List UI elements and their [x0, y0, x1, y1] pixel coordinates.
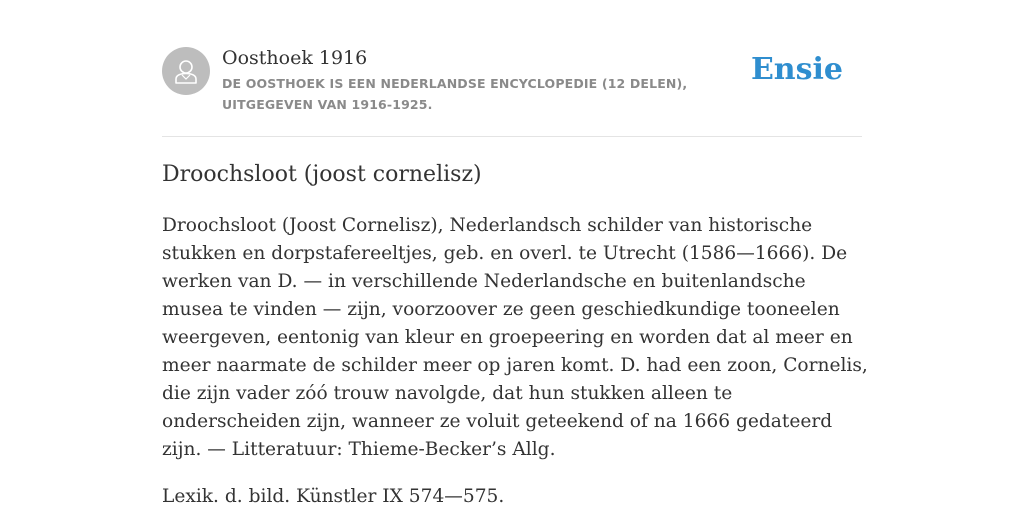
- article-body: [162, 212, 868, 511]
- avatar[interactable]: [162, 47, 210, 95]
- user-icon: [171, 56, 201, 86]
- article-paragraph: Lexik. d. bild. Künstler IX 574—575.: [162, 486, 505, 507]
- article-paragraph: Droochsloot (Joost Cornelisz), Nederlandsch schilder van historische stukken en dorpstafereeltjes, geb. en overl. te Utrecht (1586—1666). De werken van D. — in verschillende Nederlandsche en buitenlandsche musea te vinden — zijn, voorzoover ze geen geschiedkundige tooneelen weergeven, eentonig van kleur en groepeering en worden dat al meer en meer naarmate de schilder meer op jaren komt. D. had een zoon, Cornelis, die zijn vader zóó trouw navolgde, dat hun stukken alleen te onderscheiden zijn, wanneer ze voluit geteekend of na 1666 gedateerd zijn. — Litteratuur: Thieme-Becker’s Allg.: [162, 215, 868, 460]
- source-description: DE OOSTHOEK IS EEN NEDERLANDSE ENCYCLOPEDIE (12 DELEN), UITGEGEVEN VAN 1916-1925.: [222, 76, 688, 112]
- source-header: [162, 44, 862, 137]
- source-title[interactable]: Oosthoek 1916: [222, 47, 368, 69]
- brand-logo[interactable]: Ensie: [750, 52, 843, 87]
- article-title: Droochsloot (joost cornelisz): [162, 162, 482, 187]
